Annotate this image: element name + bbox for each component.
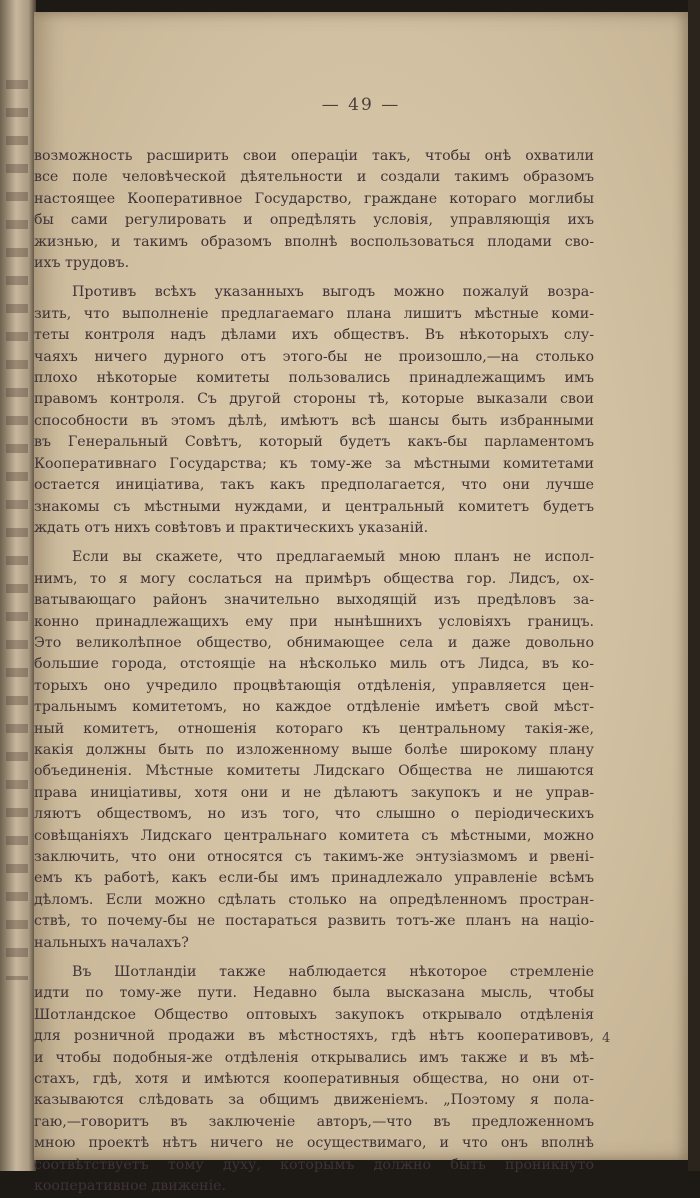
text-line: ватывающаго районъ значительно выходящій изъ предѣловъ за- bbox=[34, 592, 594, 609]
text-line: настоящее Кооперативное Государство, граждане котораго моглибы bbox=[34, 190, 594, 207]
text-line: остается иниціатива, такъ какъ предполагается, что они лучше bbox=[34, 477, 594, 494]
text-line: способности въ этомъ дѣлѣ, имѣютъ всѣ шансы быть избранными bbox=[34, 412, 594, 429]
text-line: все поле человѣческой дѣятельности и создали такимъ образомъ bbox=[34, 169, 594, 186]
paragraph-gap bbox=[34, 274, 594, 282]
text-line: большие города, отстоящіе на нѣсколько миль отъ Лидса, въ ко- bbox=[34, 656, 594, 673]
text-line: идти по тому-же пути. Недавно была высказана мысль, чтобы bbox=[34, 985, 594, 1002]
paragraph-gap bbox=[34, 539, 594, 547]
text-line: для розничной продажи въ мѣстностяхъ, гдѣ нѣтъ кооперативовъ, bbox=[34, 1028, 594, 1045]
paragraph bbox=[34, 282, 594, 539]
text-line: чаяхъ ничего дурного отъ этого-бы не произошло,—на столько bbox=[34, 348, 594, 365]
signature-mark: 4 bbox=[602, 1031, 611, 1046]
text-line: и чтобы подобныя-же отдѣленія открывались имъ также и въ мѣ- bbox=[34, 1049, 594, 1066]
paragraph bbox=[34, 146, 594, 274]
text-line: мною проектѣ нѣтъ ничего не осуществимаго, и что онъ вполнѣ bbox=[34, 1135, 594, 1152]
text-line: въ Генеральный Совѣтъ, который будетъ какъ-бы парламентомъ bbox=[34, 434, 594, 451]
text-line: дѣломъ. Если можно сдѣлать столько на опредѣленномъ простран- bbox=[34, 891, 594, 908]
text-line: плохо нѣкоторые комитеты пользовались принадлежащимъ имъ bbox=[34, 370, 594, 387]
text-line: Шотландское Общество оптовыхъ закупокъ открывало отдѣленія bbox=[34, 1006, 594, 1023]
text-line: правомъ контроля. Съ другой стороны тѣ, которые выказали свои bbox=[34, 391, 594, 408]
page-body-text bbox=[34, 146, 594, 1198]
text-line: права иниціативы, хотя они и не дѣлаютъ закупокъ и не управ- bbox=[34, 784, 594, 801]
book-page bbox=[34, 12, 688, 1195]
text-line: Это великолѣпное общество, обнимающее села и даже довольно bbox=[34, 634, 594, 651]
text-line: заключить, что они относятся съ такимъ-же энтузіазмомъ и рвені- bbox=[34, 849, 594, 865]
text-line: Въ Шотландіи также наблюдается нѣкоторое стремленіе bbox=[72, 964, 594, 981]
paragraph-gap bbox=[34, 954, 594, 962]
text-line: емъ къ работѣ, какъ если-бы имъ принадлежало управленіе всѣмъ bbox=[34, 870, 594, 887]
text-line: стахъ, гдѣ, хотя и имѣются кооперативныя общества, но они от- bbox=[34, 1071, 594, 1088]
text-line: гаю,—говоритъ въ заключеніе авторъ,—что въ предложенномъ bbox=[34, 1113, 594, 1130]
book-binding-edge bbox=[688, 0, 700, 1171]
text-line: торыхъ оно учредило процвѣтающія отдѣленія, управляется цен- bbox=[34, 677, 594, 694]
text-line: соотвѣтствуетъ тому духу, которымъ должно быть проникнуто bbox=[34, 1156, 594, 1173]
text-line: теты контроля надъ дѣлами ихъ обществъ. Въ нѣкоторыхъ слу- bbox=[34, 327, 594, 344]
text-line: бы сами регулировать и опредѣлять условія, управляющія ихъ bbox=[34, 212, 594, 229]
facing-page-text-bleed bbox=[6, 80, 28, 980]
text-line: Если вы скажете, что предлагаемый мною планъ не испол- bbox=[72, 549, 594, 566]
text-line: ляютъ обществомъ, но изъ того, что слышно о періодическихъ bbox=[34, 806, 594, 823]
text-line: нальныхъ началахъ? bbox=[34, 934, 189, 951]
paragraph bbox=[34, 547, 594, 954]
facing-page-edge bbox=[0, 0, 36, 1171]
text-line: совѣщаніяхъ Лидскаго центральнаго комитета съ мѣстными, можно bbox=[34, 827, 594, 844]
text-line: объединенія. Мѣстные комитеты Лидскаго Общества не лишаются bbox=[34, 763, 594, 780]
text-line: ный комитетъ, отношенія котораго къ центральному такія-же, bbox=[34, 720, 594, 737]
text-line: ствѣ, то почему-бы не постараться развить тотъ-же планъ на націо- bbox=[34, 913, 594, 930]
text-line: жизнью, и такимъ образомъ вполнѣ воспользоваться плодами сво- bbox=[34, 233, 594, 250]
text-line: какія должны быть по изложенному выше болѣе широкому плану bbox=[34, 741, 594, 758]
text-line: конно принадлежащихъ ему при нынѣшнихъ условіяхъ границъ. bbox=[34, 613, 594, 630]
text-line: возможность расширить свои операціи такъ, чтобы онѣ охватили bbox=[34, 148, 594, 164]
page-number: — 49 — bbox=[321, 95, 401, 115]
text-line: зить, что выполненіе предлагаемаго плана лишитъ мѣстные коми- bbox=[34, 305, 594, 322]
text-line: кооперативное движеніе. bbox=[34, 1178, 227, 1195]
paragraph bbox=[34, 962, 594, 1197]
text-line: тральнымъ комитетомъ, но каждое отдѣленіе имѣетъ свой мѣст- bbox=[34, 699, 594, 716]
text-line: нимъ, то я могу сослаться на примѣръ общества гор. Лидсъ, ох- bbox=[34, 570, 594, 587]
text-line: Противъ всѣхъ указанныхъ выгодъ можно пожалуй возра- bbox=[72, 284, 594, 301]
text-line: ихъ трудовъ. bbox=[34, 255, 130, 272]
text-line: казываются слѣдовать за общимъ движеніемъ. „Поэтому я пола- bbox=[34, 1092, 594, 1109]
text-line: Кооперативнаго Государства; къ тому-же за мѣстными комитетами bbox=[34, 455, 594, 472]
text-line: знакомы съ мѣстными нуждами, и центральный комитетъ будетъ bbox=[34, 498, 594, 515]
text-line: ждать отъ нихъ совѣтовъ и практическихъ указаній. bbox=[34, 519, 429, 536]
